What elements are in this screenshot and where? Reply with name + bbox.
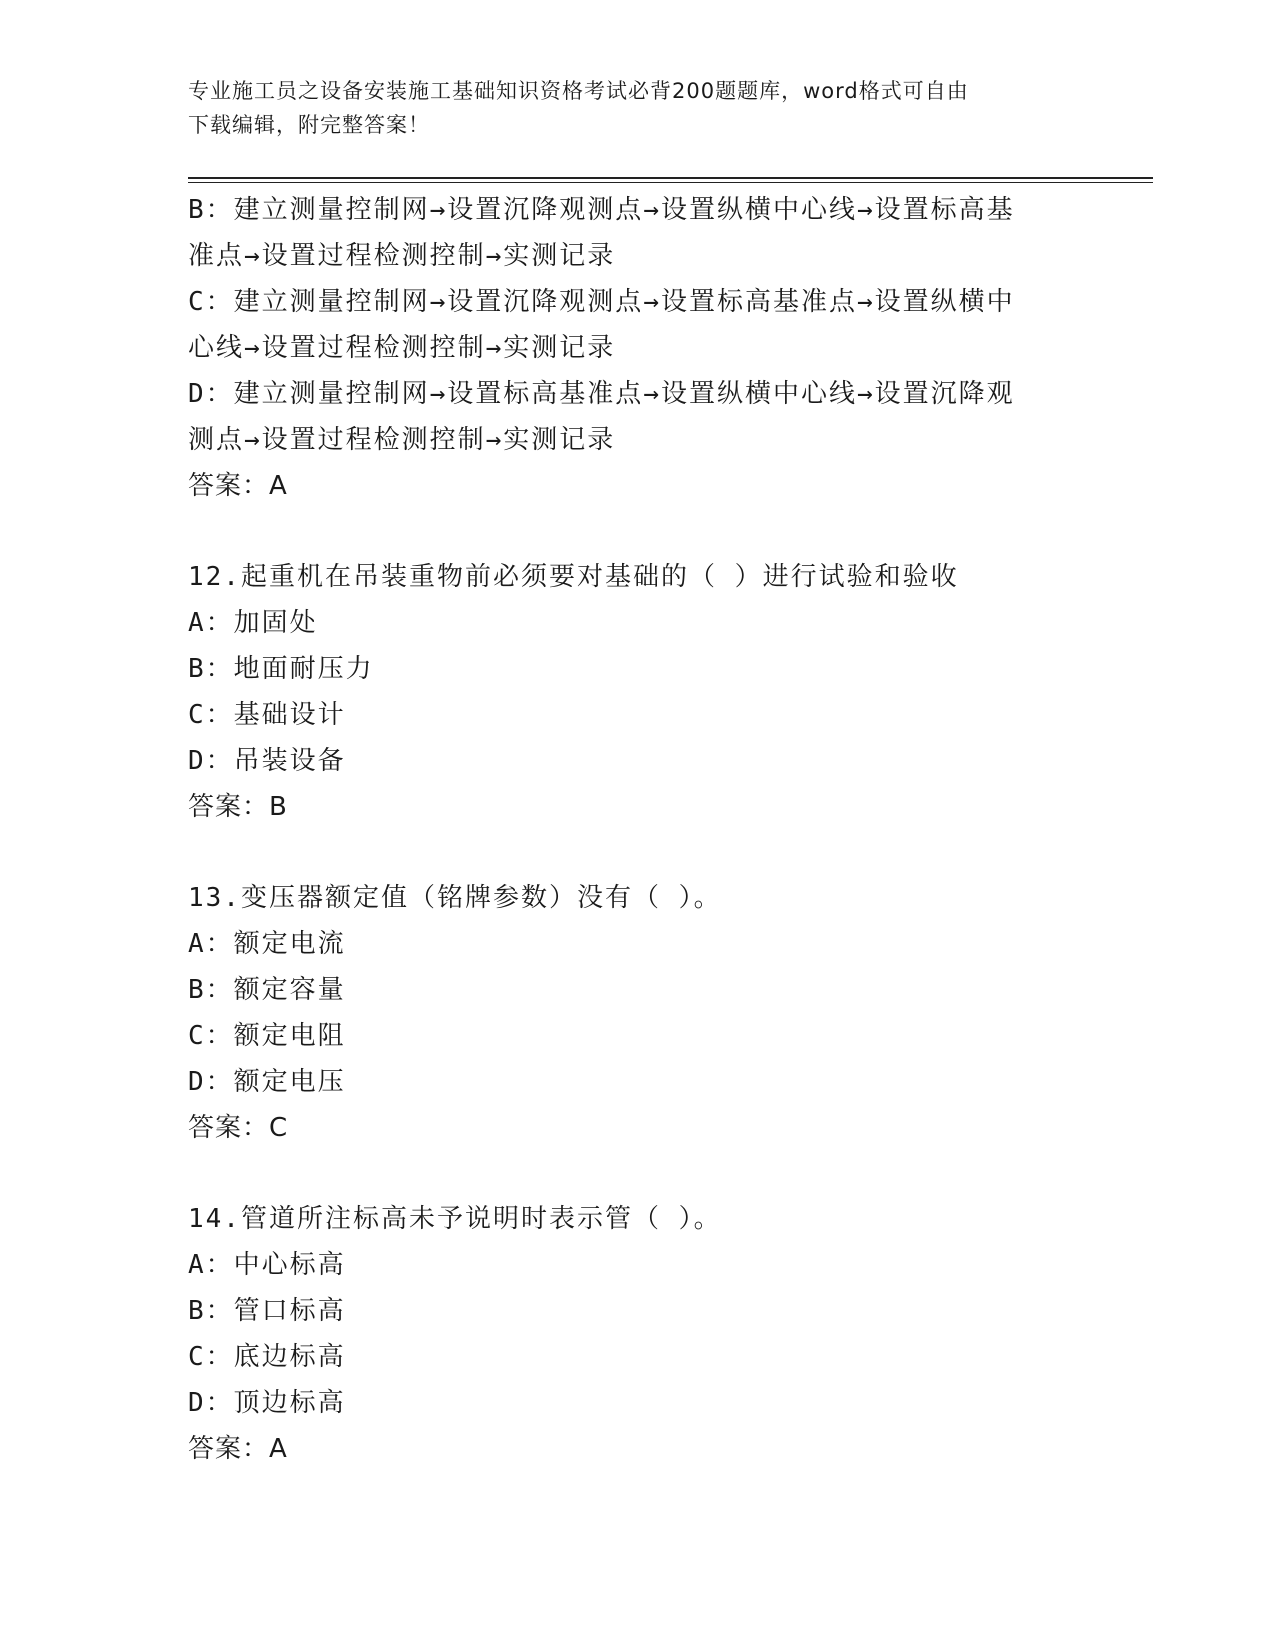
option-a: A：加固处 [188, 608, 318, 638]
option-b-line-2: 准点→设置过程检测控制→实测记录 [188, 241, 616, 271]
header-line-1: 专业施工员之设备安装施工基础知识资格考试必背200题题库，word格式可自由 [188, 79, 969, 103]
header-divider-thin [188, 182, 1153, 183]
spacer [188, 830, 1088, 875]
option-d: D：吊装设备 [188, 746, 346, 776]
option-d-line-2: 测点→设置过程检测控制→实测记录 [188, 425, 616, 455]
option-b: B：地面耐压力 [188, 654, 374, 684]
question-14-block [188, 1196, 1088, 1472]
spacer [188, 509, 1088, 554]
option-a: A：中心标高 [188, 1250, 346, 1280]
option-d: D：额定电压 [188, 1067, 346, 1097]
answer: 答案：B [188, 792, 288, 822]
document-header [188, 74, 1068, 142]
question-12-block [188, 554, 1088, 830]
answer: 答案：A [188, 1434, 288, 1464]
question-11-block [188, 187, 1088, 509]
answer: 答案：C [188, 1113, 289, 1143]
option-a: A：额定电流 [188, 929, 346, 959]
option-d-line-1: D：建立测量控制网→设置标高基准点→设置纵横中心线→设置沉降观 [188, 379, 1015, 409]
option-c: C：额定电阻 [188, 1021, 346, 1051]
question-text: 13.变压器额定值（铭牌参数）没有（ ）。 [188, 883, 722, 913]
question-text: 14.管道所注标高未予说明时表示管（ ）。 [188, 1204, 722, 1234]
spacer [188, 1151, 1088, 1196]
answer: 答案：A [188, 471, 288, 501]
option-c-line-2: 心线→设置过程检测控制→实测记录 [188, 333, 616, 363]
question-text: 12.起重机在吊装重物前必须要对基础的（ ）进行试验和验收 [188, 562, 959, 592]
question-list [188, 187, 1088, 1472]
option-b: B：管口标高 [188, 1296, 346, 1326]
option-c-line-1: C：建立测量控制网→设置沉降观测点→设置标高基准点→设置纵横中 [188, 287, 1015, 317]
option-d: D：顶边标高 [188, 1388, 346, 1418]
header-line-2: 下载编辑，附完整答案！ [188, 113, 430, 137]
question-13-block [188, 875, 1088, 1151]
option-c: C：底边标高 [188, 1342, 346, 1372]
header-divider-thick [188, 177, 1153, 179]
option-b-line-1: B：建立测量控制网→设置沉降观测点→设置纵横中心线→设置标高基 [188, 195, 1015, 225]
option-c: C：基础设计 [188, 700, 346, 730]
option-b: B：额定容量 [188, 975, 346, 1005]
